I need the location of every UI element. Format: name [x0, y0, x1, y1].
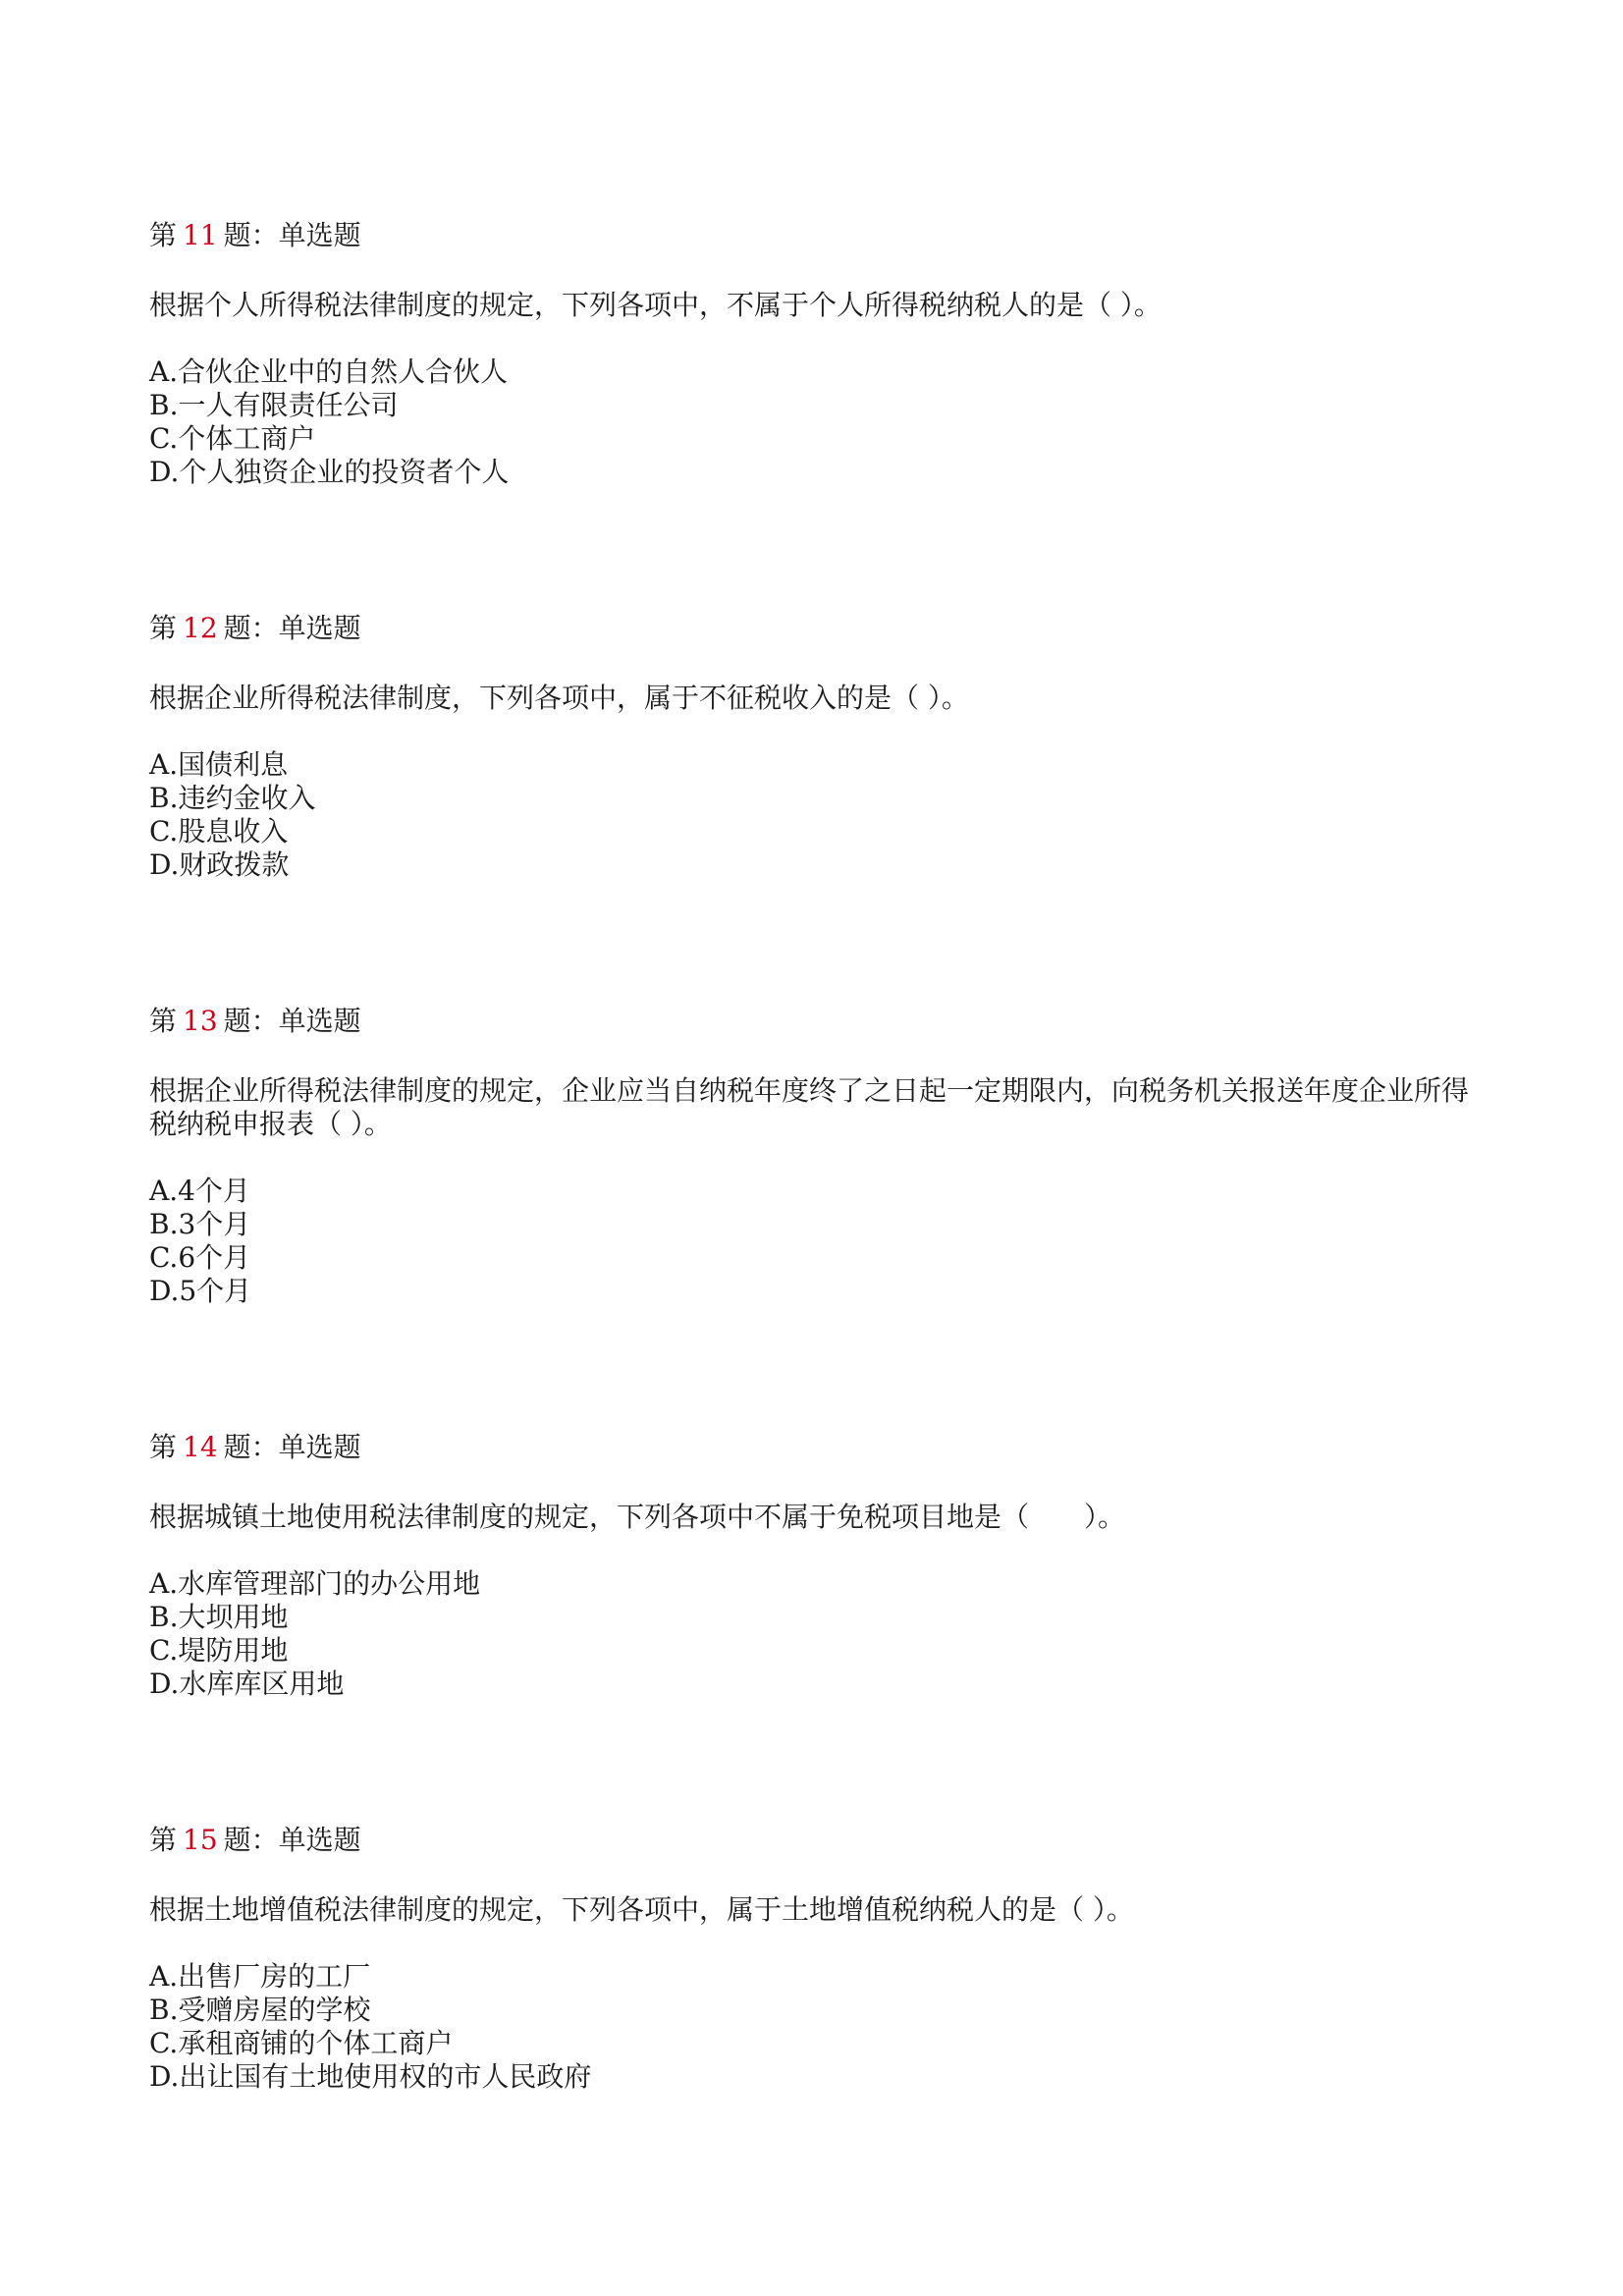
question-block [149, 1430, 1494, 1701]
question-prefix: 第 [149, 1431, 178, 1463]
question-stem: 根据个人所得税法律制度的规定，下列各项中，不属于个人所得税纳税人的是（ ）。 [149, 289, 1162, 321]
question-type: 题：单选题 [223, 612, 361, 644]
question-number: 13 [183, 1005, 218, 1037]
question-number: 11 [183, 219, 218, 251]
question-number: 15 [183, 1824, 218, 1856]
question-block [149, 1004, 1494, 1308]
question-type: 题：单选题 [223, 219, 361, 251]
question-stem: 根据企业所得税法律制度，下列各项中，属于不征税收入的是（ ）。 [149, 682, 969, 714]
option-a: A.4个月 [149, 1175, 250, 1207]
option-b: B.违约金收入 [149, 782, 316, 814]
option-b: B.一人有限责任公司 [149, 389, 399, 421]
option-b: B.受赠房屋的学校 [149, 1994, 371, 2026]
option-b: B.3个月 [149, 1208, 251, 1240]
option-c: C.个体工商户 [149, 422, 316, 455]
question-number: 14 [183, 1431, 218, 1463]
option-c: C.承租商铺的个体工商户 [149, 2027, 454, 2059]
question-prefix: 第 [149, 1005, 178, 1037]
question-block [149, 1823, 1494, 2094]
option-list [149, 1175, 1494, 1308]
question-block [149, 611, 1494, 882]
option-list [149, 1960, 1494, 2094]
question-number: 12 [183, 612, 218, 644]
question-stem: 根据土地增值税法律制度的规定，下列各项中，属于土地增值税纳税人的是（ ）。 [149, 1893, 1134, 1926]
option-a: A.合伙企业中的自然人合伙人 [149, 355, 509, 388]
option-a: A.出售厂房的工厂 [149, 1960, 371, 1993]
question-prefix: 第 [149, 612, 178, 644]
option-a: A.水库管理部门的办公用地 [149, 1567, 481, 1600]
option-d: D.5个月 [149, 1275, 252, 1307]
question-prefix: 第 [149, 1824, 178, 1856]
question-header [149, 218, 1494, 253]
option-c: C.堤防用地 [149, 1634, 289, 1667]
question-prefix: 第 [149, 219, 178, 251]
option-c: C.6个月 [149, 1241, 251, 1274]
option-c: C.股息收入 [149, 815, 289, 847]
question-type: 题：单选题 [223, 1431, 361, 1463]
question-type: 题：单选题 [223, 1824, 361, 1856]
option-d: D.财政拨款 [149, 848, 290, 881]
question-header [149, 611, 1494, 646]
option-list [149, 355, 1494, 489]
question-header [149, 1823, 1494, 1858]
question-header [149, 1004, 1494, 1039]
option-b: B.大坝用地 [149, 1601, 289, 1633]
option-a: A.国债利息 [149, 748, 289, 781]
option-d: D.出让国有土地使用权的市人民政府 [149, 2060, 592, 2093]
question-block [149, 218, 1494, 489]
question-header [149, 1430, 1494, 1465]
option-d: D.水库库区用地 [149, 1667, 345, 1700]
question-type: 题：单选题 [223, 1005, 361, 1037]
question-stem: 根据城镇土地使用税法律制度的规定，下列各项中不属于免税项目地是（ ）。 [149, 1501, 1126, 1533]
option-d: D.个人独资企业的投资者个人 [149, 456, 510, 488]
option-list [149, 1567, 1494, 1701]
question-stem: 根据企业所得税法律制度的规定，企业应当自纳税年度终了之日起一定期限内，向税务机关报送年度企业所得税纳税申报表（ ）。 [149, 1074, 1470, 1140]
option-list [149, 748, 1494, 882]
